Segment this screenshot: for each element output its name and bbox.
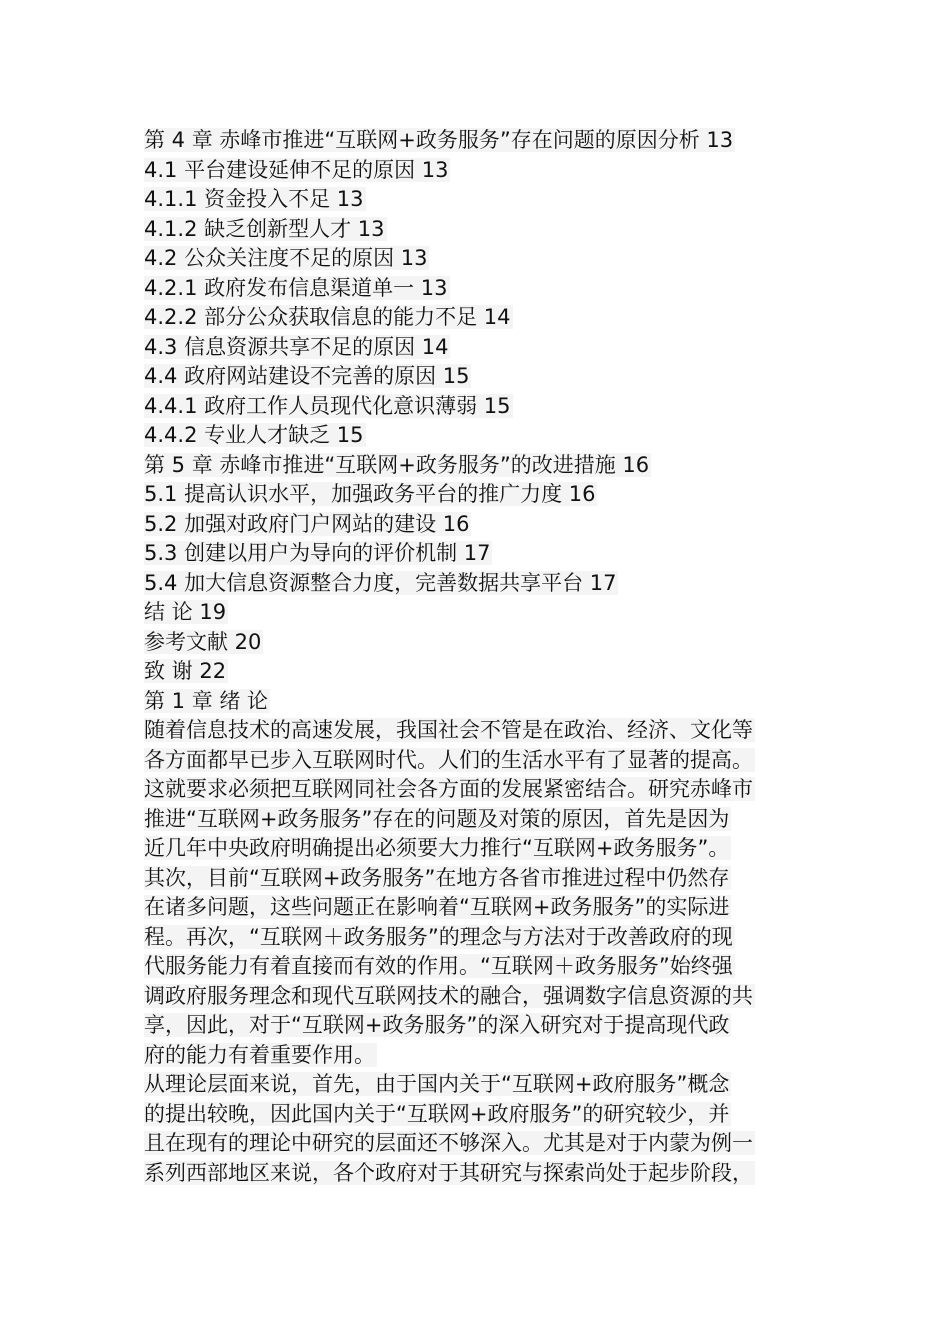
paragraph-line: 且在现有的理论中研究的层面还不够深入。尤其是对于内蒙为例一: [144, 1131, 753, 1155]
toc-entry: 5.3 创建以用户为导向的评价机制 17: [144, 541, 491, 565]
toc-entry: 5.2 加强对政府门户网站的建设 16: [144, 511, 470, 536]
toc-entry: 第 4 章 赤峰市推进“互联网+政务服务”存在问题的原因分析 13: [144, 128, 734, 152]
toc-entry: 4.1.2 缺乏创新型人才 13: [144, 216, 385, 241]
paragraph-line: 近几年中央政府明确提出必须要大力推行“互联网+政务服务”。: [144, 836, 730, 860]
chapter-heading: 第 1 章 绪 论: [144, 688, 269, 713]
paragraph-line: 其次，目前“互联网+政务服务”在地方各省市推进过程中仍然存: [144, 865, 730, 890]
paragraph-line: 各方面都早已步入互联网时代。人们的生活水平有了显著的提高。: [144, 747, 753, 772]
toc-entry: 第 5 章 赤峰市推进“互联网+政务服务”的改进措施 16: [144, 452, 650, 477]
toc-entry: 4.2.1 政府发布信息渠道单一 13: [144, 275, 448, 300]
toc-entry: 4.2.2 部分公众获取信息的能力不足 14: [144, 305, 511, 329]
paragraph-line: 从理论层面来说，首先，由于国内关于“互联网+政府服务”概念: [144, 1072, 730, 1096]
paragraph-line: 代服务能力有着直接而有效的作用。“互联网＋政务服务”始终强: [144, 954, 733, 978]
paragraph-line: 的提出较晚，因此国内关于“互联网+政府服务”的研究较少，并: [144, 1101, 730, 1126]
toc-entry: 4.4.2 专业人才缺乏 15: [144, 423, 364, 447]
toc-entry: 4.3 信息资源共享不足的原因 14: [144, 334, 449, 359]
document-content: [144, 126, 804, 1188]
toc-entry: 5.1 提高认识水平，加强政务平台的推广力度 16: [144, 482, 596, 506]
paragraph-line: 调政府服务理念和现代互联网技术的融合，强调数字信息资源的共: [144, 983, 753, 1008]
paragraph-line: 在诸多问题，这些问题正在影响着“互联网+政务服务”的实际进: [144, 895, 730, 919]
body-paragraph-2: [144, 1070, 804, 1188]
toc-entry: 4.4 政府网站建设不完善的原因 15: [144, 364, 470, 388]
toc-entry: 4.2 公众关注度不足的原因 13: [144, 246, 428, 270]
toc-entry: 致 谢 22: [144, 659, 227, 683]
toc-entry: 5.4 加大信息资源整合力度，完善数据共享平台 17: [144, 570, 617, 595]
body-paragraph-1: [144, 716, 804, 1070]
toc-entry: 4.1.1 资金投入不足 13: [144, 187, 364, 211]
toc-entry: 4.4.1 政府工作人员现代化意识薄弱 15: [144, 393, 511, 418]
table-of-contents: [144, 126, 804, 687]
toc-entry: 结 论 19: [144, 600, 227, 624]
paragraph-line: 享，因此，对于“互联网+政务服务”的深入研究对于提高现代政: [144, 1013, 730, 1037]
toc-entry: 参考文献 20: [144, 629, 262, 654]
paragraph-line: 随着信息技术的高速发展，我国社会不管是在政治、经济、文化等: [144, 718, 753, 742]
paragraph-line: 府的能力有着重要作用。: [144, 1042, 375, 1067]
paragraph-line: 系列西部地区来说，各个政府对于其研究与探索尚处于起步阶段，: [144, 1160, 753, 1185]
paragraph-line: 程。再次，“互联网＋政务服务”的理念与方法对于改善政府的现: [144, 924, 733, 949]
toc-entry: 4.1 平台建设延伸不足的原因 13: [144, 157, 449, 182]
paragraph-line: 这就要求必须把互联网同社会各方面的发展紧密结合。研究赤峰市: [144, 777, 753, 801]
paragraph-line: 推进“互联网+政务服务”存在的问题及对策的原因，首先是因为: [144, 806, 730, 831]
